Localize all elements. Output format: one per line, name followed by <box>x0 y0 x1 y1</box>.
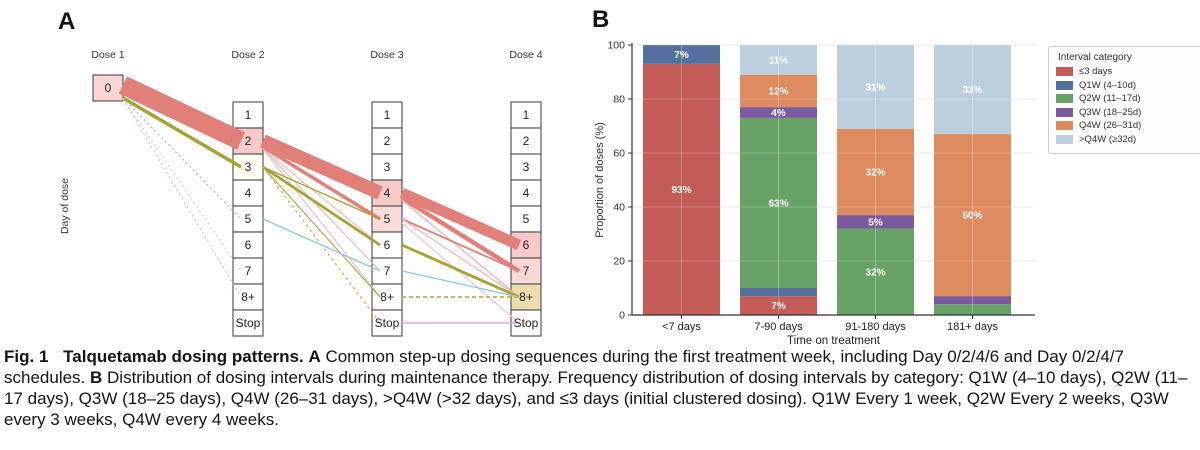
interval-bar-chart <box>590 0 1050 345</box>
dose-box-label: 3 <box>383 160 391 174</box>
x-tick-label: 7-90 days <box>754 321 803 333</box>
dose-box-label: 4 <box>522 186 530 200</box>
panel-a-y-axis-label: Day of dose <box>59 177 71 235</box>
bar-segment-label: 60% <box>962 210 983 222</box>
dose-box-label: Stop <box>374 316 400 330</box>
legend-item <box>1056 120 1194 131</box>
dose-box-label: 1 <box>522 108 530 122</box>
dose-box-label: 7 <box>244 264 252 278</box>
column-header: Dose 4 <box>509 49 543 61</box>
bar-segment-label: 31% <box>865 82 886 94</box>
legend-item-list <box>1056 66 1194 145</box>
dose-box-label: 6 <box>244 238 252 252</box>
column-header: Dose 1 <box>91 49 125 61</box>
bar-segment-label: 12% <box>768 86 789 98</box>
bar-segment-label: 32% <box>865 267 886 279</box>
dose-box-label: 5 <box>244 212 252 226</box>
legend-swatch <box>1056 121 1073 130</box>
legend-item <box>1056 107 1194 118</box>
caption-segment: B <box>90 368 103 388</box>
y-tick-label: 20 <box>613 255 625 268</box>
legend-title: Interval category <box>1058 52 1132 63</box>
flow-band <box>402 271 519 297</box>
legend-swatch <box>1056 94 1073 103</box>
dose-box-label: 0 <box>104 81 112 95</box>
caption-segment: Talquetamab dosing patterns. <box>63 347 304 366</box>
panel-b-label: B <box>592 6 610 33</box>
caption-segment: A <box>308 347 321 366</box>
flow-band <box>402 245 519 297</box>
dosing-sankey-diagram <box>0 0 600 345</box>
legend-item <box>1056 66 1194 77</box>
dose-box-label: 2 <box>244 134 252 148</box>
x-tick-label: 181+ days <box>946 321 999 333</box>
dose-box-label: 3 <box>522 160 530 174</box>
dose-box-label: 5 <box>522 212 530 226</box>
x-axis-title: Time on treatment <box>787 335 880 345</box>
dose-box-label: 6 <box>383 238 391 252</box>
figure-caption <box>4 346 1196 430</box>
flow-band <box>402 219 519 271</box>
x-tick-label: <7 days <box>662 321 701 333</box>
dose-box-label: 7 <box>383 264 391 278</box>
bar-segment-label: 32% <box>865 167 886 179</box>
bar-segment-label: 7% <box>771 301 786 313</box>
legend-label: ≤3 days <box>1079 66 1113 77</box>
bar-segment-label: 93% <box>671 184 692 196</box>
legend-swatch <box>1056 135 1073 144</box>
dose-box-label: 8+ <box>241 290 255 304</box>
legend <box>1048 46 1200 154</box>
y-tick-label: 80 <box>613 93 625 106</box>
caption-segment: Common step-up dosing sequences during the first treatment week, including Day 0/2/4/6 and Day 0/2/4/7 schedules. <box>4 347 1124 388</box>
bar-segment-label: 5% <box>868 217 883 229</box>
flow-band <box>263 219 380 271</box>
column-header: Dose 2 <box>231 49 265 61</box>
legend-label: Q2W (11–17d) <box>1079 93 1141 104</box>
y-tick-label: 0 <box>619 309 625 322</box>
dose-box-label: Stop <box>235 316 261 330</box>
legend-item <box>1056 93 1194 104</box>
legend-label: Q4W (26–31d) <box>1079 120 1142 131</box>
legend-swatch <box>1056 67 1073 76</box>
dose-box-label: 5 <box>383 212 391 226</box>
dose-box-label: Stop <box>513 316 539 330</box>
dose-box-label: 3 <box>244 160 252 174</box>
dose-box-label: 1 <box>383 108 391 122</box>
panel-b-y-axis-label: Proportion of doses (%) <box>594 122 606 238</box>
legend-label: Q3W (18–25d) <box>1079 106 1142 118</box>
caption-fig-label: Fig. 1 <box>4 347 49 366</box>
dose-box-label: 7 <box>522 264 530 278</box>
y-tick-label: 100 <box>607 39 625 52</box>
legend-item <box>1056 80 1194 91</box>
flow-band <box>263 167 380 219</box>
dose-box-label: 1 <box>244 108 252 122</box>
y-tick-label: 40 <box>613 201 625 214</box>
column-header: Dose 3 <box>370 49 404 61</box>
bar-segment-label: 11% <box>768 55 789 67</box>
bar-segment-label: 63% <box>768 198 789 210</box>
bar-segment-label: 4% <box>771 108 786 119</box>
dose-box-label: 2 <box>383 134 391 148</box>
flow-band <box>402 193 519 245</box>
dose-box-label: 4 <box>244 186 252 200</box>
legend-swatch <box>1056 108 1073 117</box>
legend-label: >Q4W (≥32d) <box>1079 133 1137 145</box>
panel-a-label: A <box>58 8 76 35</box>
dose-box-label: 6 <box>522 238 530 252</box>
bar-segment-label: 33% <box>962 85 983 97</box>
x-tick-label: 91-180 days <box>845 321 906 333</box>
dose-box-label: 2 <box>522 134 530 148</box>
dose-box-label: 4 <box>383 186 391 200</box>
legend-label: Q1W (4–10d) <box>1079 79 1137 91</box>
dose-box-label: 8+ <box>519 290 533 304</box>
dose-box-label: 8+ <box>380 290 394 304</box>
caption-segment: Distribution of dosing intervals during maintenance therapy. Frequency distribution of dosing intervals by category: Q1W (4–10 days), Q2W (11–17 days), Q3W (18–25 days), Q4W (26–31 days), >Q4W (>32 days), and ≤3 days (initial clustered dosing). Q1W Every 1 week, Q2W Every 2 weeks, Q3W every 3 weeks, Q4W every 4 weeks. <box>4 368 1188 430</box>
y-tick-label: 60 <box>613 147 625 160</box>
legend-item <box>1056 134 1194 145</box>
bar-segment-label: 7% <box>674 49 689 61</box>
legend-swatch <box>1056 81 1073 90</box>
